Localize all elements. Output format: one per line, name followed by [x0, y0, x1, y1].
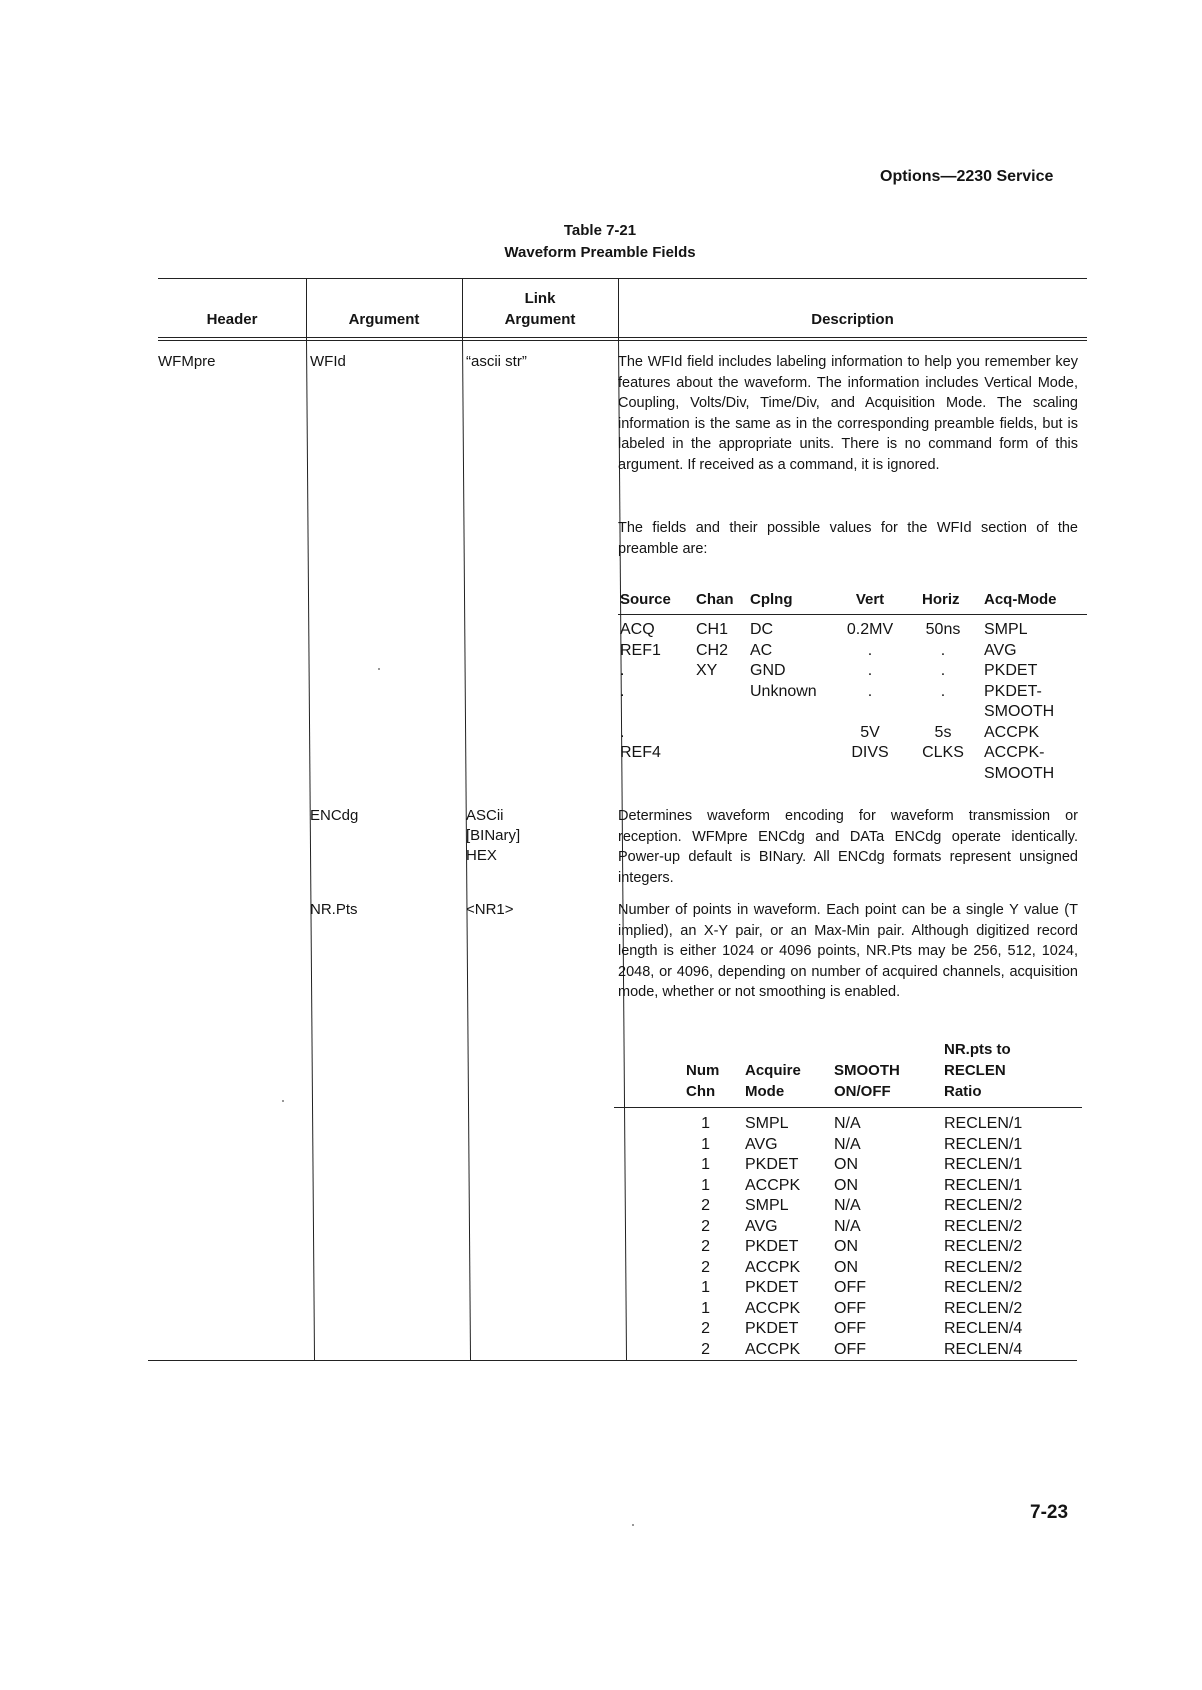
- nrpts-acquire-mode-value: AVG: [745, 1217, 778, 1235]
- nrpts-ratio-value: RECLEN/2: [944, 1258, 1023, 1276]
- nrpts-smooth-value: ON: [834, 1258, 858, 1276]
- link-encdg-binary: [BINary]: [466, 827, 521, 844]
- scan-speck: [282, 1100, 284, 1102]
- wfid-acq-mode-value: ACCPK-: [984, 744, 1045, 761]
- wfid-horiz-value: 5s: [934, 723, 952, 741]
- wfid-source-value: [620, 765, 661, 786]
- nrpts-num-chn-value: 2: [701, 1320, 710, 1337]
- wfid-vert-value: .: [867, 641, 873, 659]
- link-nrpts: <NR1>: [466, 901, 514, 918]
- nrpts-num-chn-value: 2: [701, 1197, 710, 1214]
- nrpts-num-chn-value: 2: [701, 1340, 710, 1358]
- wfid-header-vert: Vert: [855, 591, 885, 608]
- wfid-chan-value: [696, 744, 728, 765]
- wfid-col-vert: [840, 621, 900, 785]
- wfid-col-source: [620, 621, 661, 785]
- link-encdg-ascii: ASCii: [466, 807, 504, 824]
- nrpts-num-chn-value: 1: [701, 1156, 710, 1173]
- col-header-description: Description: [811, 311, 894, 328]
- nrpts-ratio-value: RECLEN/1: [944, 1135, 1023, 1153]
- col-divider-1: [306, 340, 315, 1360]
- wfid-source-value: .: [620, 662, 625, 679]
- description-wfid-p1: The WFId field includes labeling information to help you remember key features about the waveform. The information includes Vertical Mode, Coupling, Volts/Div, Time/Div, and Acquisition Mode. The scaling information is the same as in the corresponding preamble fields, but is labeled in the appropriate units. There is no command form of this argument. If received as a command, it is ignored.: [618, 354, 1078, 473]
- wfid-cplng-value: AC: [750, 641, 773, 659]
- wfid-horiz-value: .: [940, 662, 946, 679]
- nrpts-header-smooth-2: ON/OFF: [834, 1083, 891, 1100]
- table-bottom-rule: [148, 1360, 1077, 1361]
- wfid-chan-value: CH1: [696, 621, 729, 638]
- nrpts-num-chn-value: 1: [701, 1115, 710, 1132]
- nrpts-col-ratio: [944, 1115, 1022, 1361]
- nrpts-acquire-mode-value: SMPL: [745, 1197, 789, 1214]
- wfid-source-value: [620, 703, 661, 724]
- col-header-link-2: Argument: [504, 311, 576, 328]
- nrpts-acquire-mode-value: AVG: [745, 1135, 778, 1153]
- wfid-cplng-value: DC: [750, 621, 774, 638]
- wfid-horiz-value: CLKS: [922, 744, 964, 761]
- page-number: 7-23: [1030, 1502, 1069, 1523]
- nrpts-ratio-value: RECLEN/2: [944, 1217, 1023, 1235]
- argument-wfid: WFId: [310, 353, 346, 370]
- nrpts-smooth-value: OFF: [834, 1320, 866, 1337]
- running-head: Options—2230 Service: [880, 168, 1054, 185]
- nrpts-ratio-value: RECLEN/2: [944, 1279, 1023, 1296]
- nrpts-ratio-value: RECLEN/4: [944, 1340, 1023, 1358]
- wfid-cplng-value: Unknown: [750, 682, 817, 700]
- nrpts-num-chn-value: 1: [701, 1135, 710, 1153]
- nrpts-ratio-value: RECLEN/2: [944, 1299, 1023, 1317]
- wfid-acq-mode-value: ACCPK: [984, 723, 1040, 741]
- nrpts-header-ratio-1: NR.pts to: [944, 1041, 1011, 1058]
- wfid-header-source: Source: [620, 591, 671, 608]
- wfid-source-value: ACQ: [620, 621, 655, 638]
- wfid-vert-value: [840, 703, 900, 724]
- nrpts-header-acq-1: Acquire: [745, 1062, 801, 1079]
- scan-speck: [632, 1524, 634, 1526]
- wfid-header-acq-mode: Acq-Mode: [984, 591, 1057, 608]
- wfid-cplng-value: [750, 765, 817, 786]
- wfid-vert-value: [840, 765, 900, 786]
- wfid-vert-value: .: [867, 682, 873, 700]
- wfid-header-cplng: Cplng: [750, 591, 793, 608]
- wfid-horiz-value: 50ns: [925, 621, 961, 638]
- wfid-source-value: .: [620, 682, 625, 700]
- description-wfid-p2: The fields and their possible values for the WFId section of the preamble are:: [618, 520, 1078, 557]
- wfid-vert-value: DIVS: [851, 744, 889, 761]
- wfid-vert-value: 0.2MV: [846, 621, 894, 638]
- nrpts-smooth-value: N/A: [834, 1135, 861, 1153]
- wfid-col-chan: [696, 621, 728, 785]
- wfid-source-value: REF1: [620, 641, 661, 659]
- table-title: Waveform Preamble Fields: [504, 244, 696, 261]
- col-header-argument: Argument: [348, 311, 420, 328]
- wfid-vert-value: 5V: [860, 723, 880, 741]
- nrpts-smooth-value: ON: [834, 1238, 858, 1255]
- nrpts-acquire-mode-value: PKDET: [745, 1320, 799, 1337]
- wfid-source-value: .: [620, 723, 625, 741]
- wfid-acq-mode-value: SMPL: [984, 621, 1028, 638]
- nrpts-num-chn-value: 2: [701, 1238, 710, 1255]
- nrpts-header-acq-2: Mode: [745, 1083, 785, 1100]
- nrpts-col-num-chn: [686, 1115, 710, 1361]
- wfid-source-value: REF4: [620, 744, 661, 761]
- nrpts-num-chn-value: 2: [701, 1217, 710, 1235]
- wfid-chan-value: [696, 724, 728, 745]
- wfid-horiz-value: .: [940, 641, 946, 659]
- nrpts-acquire-mode-value: ACCPK: [745, 1258, 801, 1276]
- nrpts-num-chn-value: 2: [701, 1258, 710, 1276]
- nrpts-smooth-value: OFF: [834, 1279, 866, 1296]
- wfid-chan-value: [696, 683, 728, 704]
- nrpts-header-smooth-1: SMOOTH: [834, 1062, 900, 1079]
- wfid-subtable-rule: [618, 614, 1087, 615]
- nrpts-ratio-value: RECLEN/2: [944, 1238, 1023, 1255]
- wfid-acq-mode-value: PKDET: [984, 662, 1038, 679]
- nrpts-smooth-value: ON: [834, 1156, 858, 1173]
- nrpts-subtable-rule: [614, 1107, 1082, 1108]
- nrpts-acquire-mode-value: PKDET: [745, 1279, 799, 1296]
- wfid-acq-mode-value: PKDET-: [984, 682, 1042, 700]
- description-encdg: Determines waveform encoding for waveform transmission or reception. WFMpre ENCdg and DATa ENCdg operate identically. Power-up default is BINary. All ENCdg formats represent unsigned integers.: [618, 808, 1078, 886]
- wfid-cplng-value: [750, 703, 817, 724]
- wfid-acq-mode-value: SMOOTH: [984, 764, 1055, 782]
- header-rule-1: [158, 337, 1087, 338]
- argument-nrpts: NR.Pts: [310, 901, 358, 918]
- wfid-chan-value: CH2: [696, 641, 729, 659]
- header-rule-2: [158, 340, 1087, 341]
- wfid-horiz-value: .: [940, 682, 946, 700]
- wfid-cplng-value: [750, 724, 817, 745]
- nrpts-ratio-value: RECLEN/2: [944, 1197, 1023, 1214]
- description-nrpts: Number of points in waveform. Each point can be a single Y value (T implied), an X-Y pair, or an Max-Min pair. Although digitized record length is either 1024 or 4096 points, NR.Pts may be 256, 512, 1024, 2048, or 4096, depending on number of acquired channels, acquisition mode, whether or not smoothing is enabled.: [618, 902, 1078, 1000]
- wfid-chan-value: [696, 703, 728, 724]
- wfid-horiz-value: [918, 765, 968, 786]
- link-wfid: “ascii str”: [466, 353, 527, 370]
- nrpts-col-acquire-mode: [745, 1115, 800, 1361]
- nrpts-smooth-value: N/A: [834, 1115, 861, 1132]
- nrpts-smooth-value: OFF: [834, 1340, 866, 1358]
- wfid-header-chan: Chan: [696, 591, 734, 608]
- wfid-vert-value: .: [867, 662, 873, 679]
- nrpts-ratio-value: RECLEN/1: [944, 1156, 1023, 1173]
- wfid-col-cplng: [750, 621, 817, 785]
- wfid-horiz-value: [918, 703, 968, 724]
- wfid-chan-value: XY: [696, 662, 718, 679]
- nrpts-acquire-mode-value: ACCPK: [745, 1176, 801, 1194]
- nrpts-acquire-mode-value: PKDET: [745, 1156, 799, 1173]
- nrpts-smooth-value: ON: [834, 1176, 858, 1194]
- wfid-cplng-value: [750, 744, 817, 765]
- nrpts-acquire-mode-value: ACCPK: [745, 1299, 801, 1317]
- nrpts-ratio-value: RECLEN/1: [944, 1176, 1023, 1194]
- nrpts-num-chn-value: 1: [701, 1176, 710, 1194]
- nrpts-smooth-value: N/A: [834, 1197, 861, 1214]
- wfid-col-horiz: [918, 621, 968, 785]
- table-top-rule: [158, 278, 1087, 279]
- nrpts-ratio-value: RECLEN/4: [944, 1320, 1023, 1337]
- nrpts-header-ratio-2: RECLEN: [944, 1062, 1006, 1079]
- nrpts-header-num-2: Chn: [686, 1083, 716, 1100]
- link-encdg-hex: HEX: [466, 847, 497, 864]
- row-header-wfmpre: WFMpre: [158, 353, 216, 370]
- wfid-acq-mode-value: SMOOTH: [984, 703, 1055, 720]
- argument-encdg: ENCdg: [310, 807, 359, 824]
- nrpts-smooth-value: OFF: [834, 1299, 866, 1317]
- wfid-acq-mode-value: AVG: [984, 641, 1017, 659]
- nrpts-col-smooth: [834, 1115, 866, 1361]
- wfid-col-acq-mode: [984, 621, 1054, 785]
- nrpts-acquire-mode-value: ACCPK: [745, 1340, 801, 1358]
- table-number: Table 7-21: [563, 222, 637, 239]
- nrpts-num-chn-value: 1: [701, 1279, 710, 1296]
- nrpts-header-ratio-3: Ratio: [944, 1083, 982, 1100]
- col-header-header: Header: [206, 311, 258, 328]
- nrpts-ratio-value: RECLEN/1: [944, 1115, 1023, 1132]
- nrpts-num-chn-value: 1: [701, 1299, 710, 1317]
- nrpts-smooth-value: N/A: [834, 1217, 861, 1235]
- nrpts-header-num-1: Num: [686, 1062, 720, 1079]
- nrpts-acquire-mode-value: PKDET: [745, 1238, 799, 1255]
- nrpts-acquire-mode-value: SMPL: [745, 1115, 789, 1132]
- wfid-chan-value: [696, 765, 728, 786]
- col-header-link-1: Link: [524, 290, 556, 307]
- wfid-header-horiz: Horiz: [922, 591, 960, 608]
- scan-speck: [378, 668, 380, 670]
- wfid-cplng-value: GND: [750, 662, 786, 679]
